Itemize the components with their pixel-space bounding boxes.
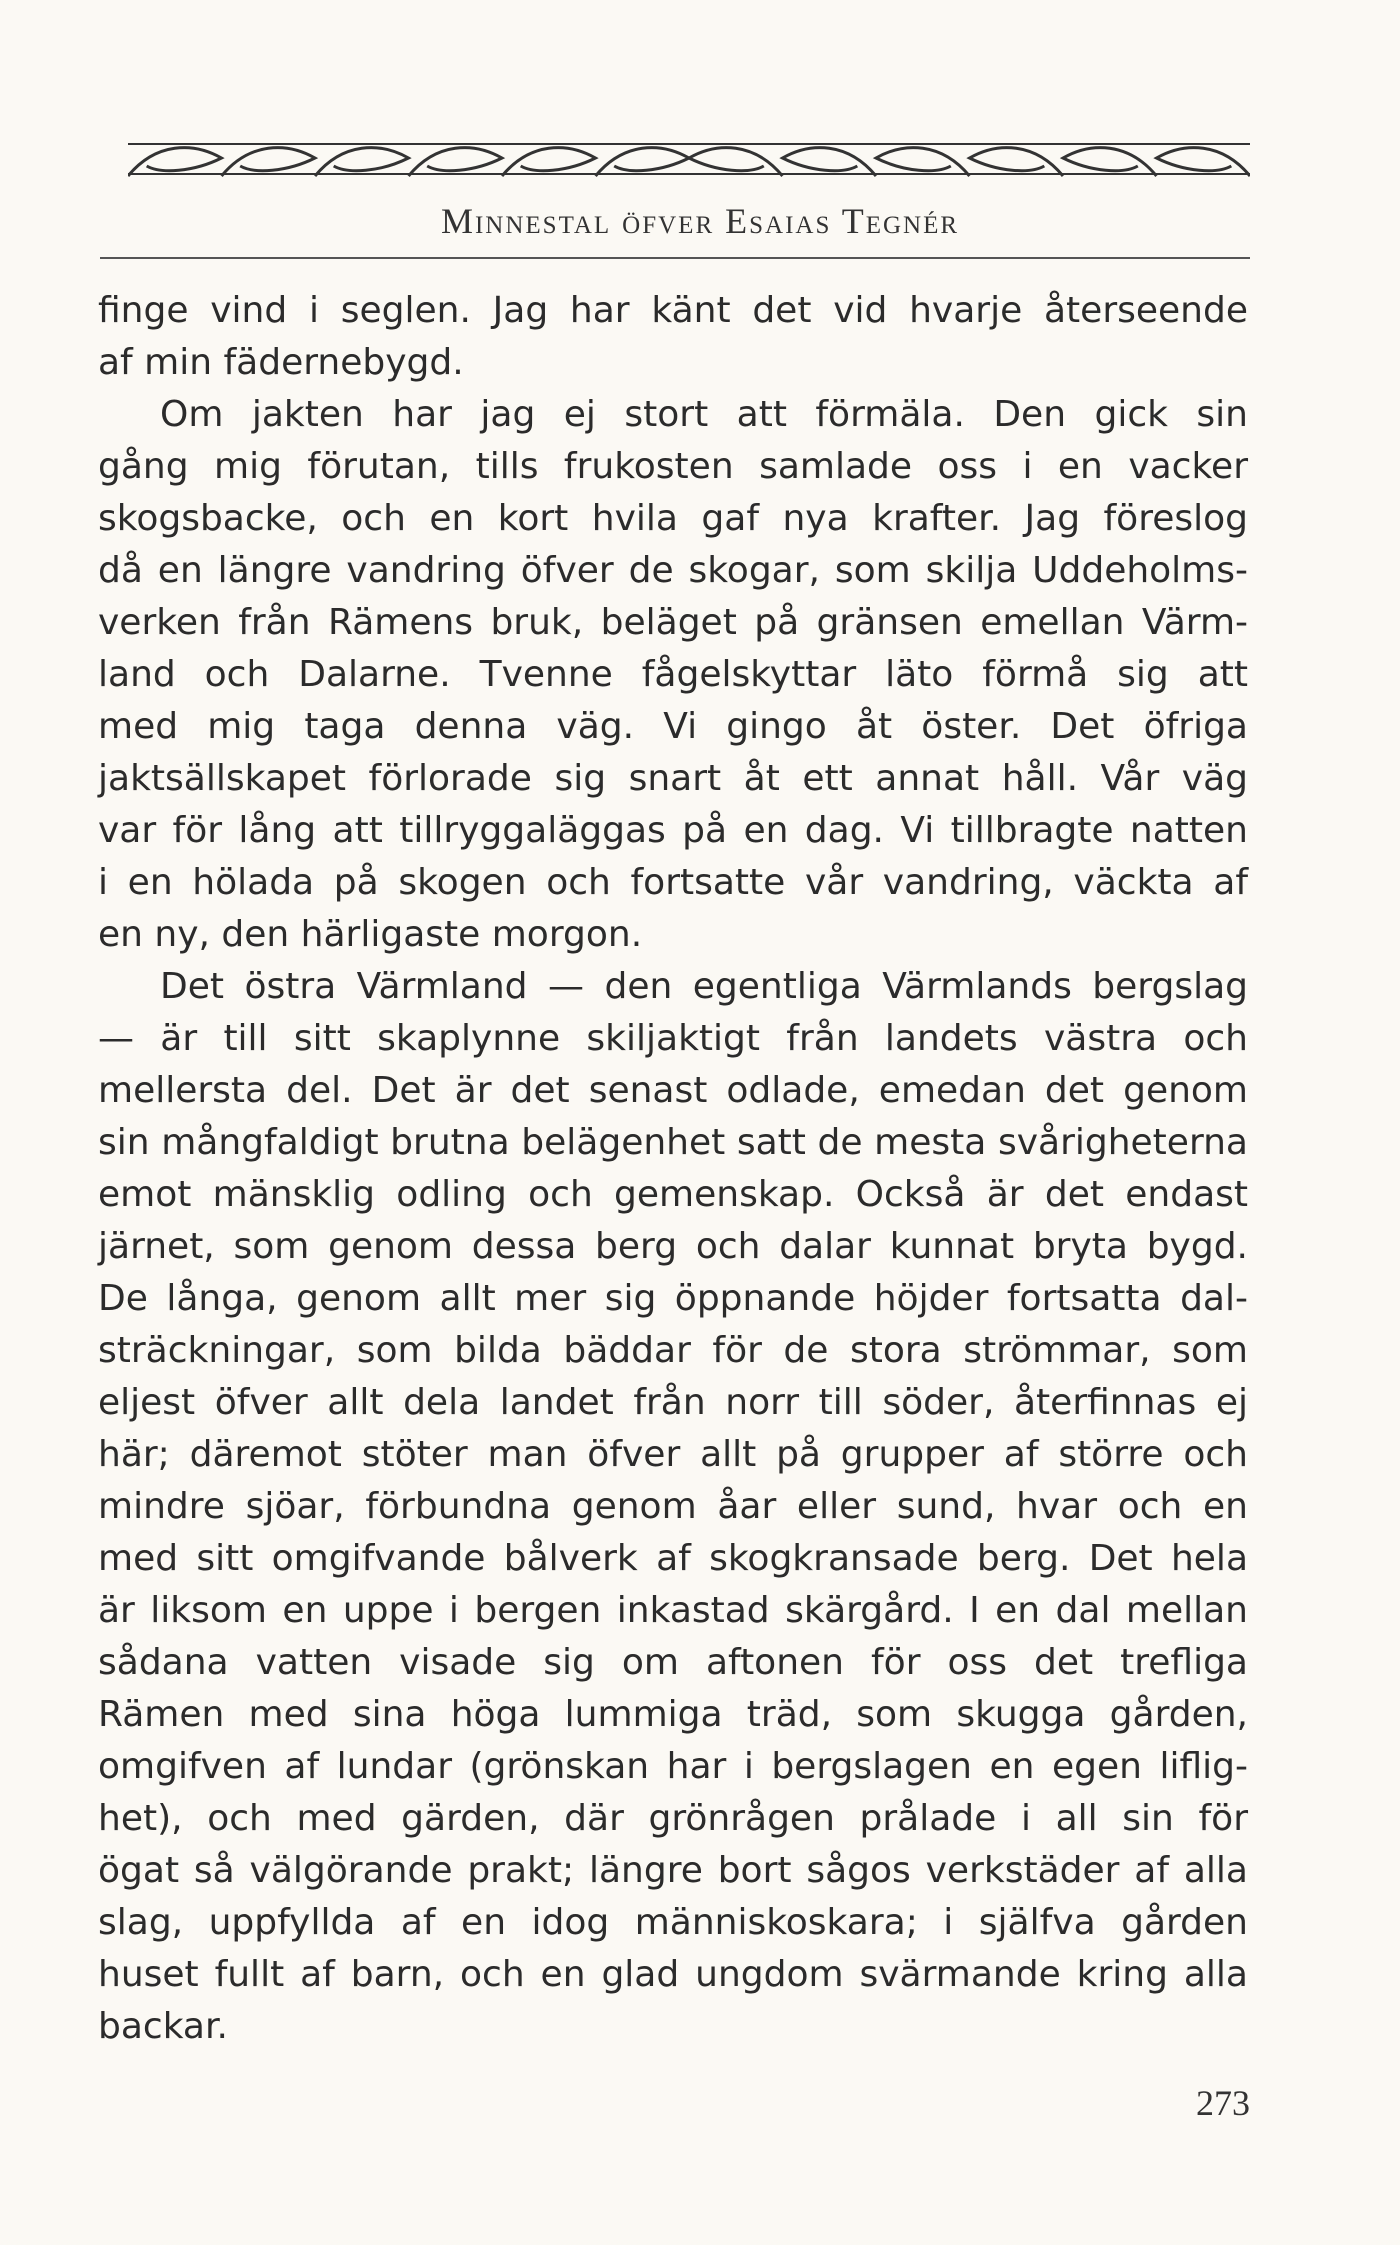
text-line: slag, uppfyllda af en idog människoskara; i själfva gården (98, 1902, 1248, 1943)
page-number: 273 (1196, 2083, 1250, 2123)
text-line: gång mig förutan, tills frukosten samlade oss i en vacker (98, 446, 1248, 487)
text-line: af min fädernebygd. (98, 342, 464, 383)
text-line: sträckningar, som bilda bäddar för de stora strömmar, som (98, 1330, 1248, 1371)
text-line: omgifven af lundar (grönskan har i bergslagen en egen liflig- (98, 1746, 1248, 1787)
text-line: het), och med gärden, där grönrågen prålade i all sin för (98, 1798, 1248, 1839)
text-line: De långa, genom allt mer sig öppnande höjder fortsatta dal- (98, 1278, 1248, 1319)
text-line: Om jakten har jag ej stort att förmäla. Den gick sin (160, 394, 1248, 435)
text-line: med sitt omgifvande bålverk af skogkransade berg. Det hela (98, 1538, 1248, 1579)
text-line: verken från Rämens bruk, beläget på gränsen emellan Värm- (98, 602, 1248, 643)
text-line: då en längre vandring öfver de skogar, som skilja Uddeholms- (98, 550, 1248, 591)
text-line: här; däremot stöter man öfver allt på grupper af större och (98, 1434, 1248, 1475)
text-line: eljest öfver allt dela landet från norr till söder, återfinnas ej (98, 1382, 1248, 1423)
text-line: skogsbacke, och en kort hvila gaf nya krafter. Jag föreslog (98, 498, 1248, 539)
text-line: jaktsällskapet förlorade sig snart åt ett annat håll. Vår väg (98, 758, 1248, 799)
text-line: land och Dalarne. Tvenne fågelskyttar läto förmå sig att (98, 654, 1248, 695)
text-line: emot mänsklig odling och gemenskap. Också är det endast (98, 1174, 1248, 1215)
text-line: Rämen med sina höga lummiga träd, som skugga gården, (98, 1694, 1248, 1735)
text-line: sådana vatten visade sig om aftonen för oss det trefliga (98, 1642, 1248, 1683)
decorative-header-ornament (128, 138, 1250, 180)
text-line: var för lång att tillryggaläggas på en dag. Vi tillbragte natten (98, 810, 1248, 851)
running-head: Minnestal öfver Esaias Tegnér (440, 201, 960, 241)
text-line: ögat så välgörande prakt; längre bort sågos verkstäder af alla (98, 1850, 1248, 1891)
text-line: en ny, den härligaste morgon. (98, 914, 643, 955)
text-line: är liksom en uppe i bergen inkastad skärgård. I en dal mellan (98, 1590, 1248, 1631)
body-text (98, 285, 1248, 2053)
header-rule (100, 257, 1250, 259)
text-line: med mig taga denna väg. Vi gingo åt öster. Det öfriga (98, 706, 1248, 747)
text-line: sin mångfaldigt brutna belägenhet satt de mesta svårigheterna (98, 1122, 1248, 1163)
text-line: mindre sjöar, förbundna genom åar eller sund, hvar och en (98, 1486, 1248, 1527)
text-line: Det östra Värmland — den egentliga Värmlands bergslag (160, 966, 1248, 1007)
text-line: mellersta del. Det är det senast odlade, emedan det genom (98, 1070, 1248, 1111)
text-line: järnet, som genom dessa berg och dalar kunnat bryta bygd. (98, 1226, 1248, 1267)
text-line: — är till sitt skaplynne skiljaktigt från landets västra och (98, 1018, 1248, 1059)
text-line: huset fullt af barn, och en glad ungdom svärmande kring alla (98, 1954, 1248, 1995)
text-line: backar. (98, 2006, 228, 2047)
text-line: i en hölada på skogen och fortsatte vår vandring, väckta af (98, 862, 1248, 903)
text-line: finge vind i seglen. Jag har känt det vid hvarje återseende (98, 290, 1248, 331)
